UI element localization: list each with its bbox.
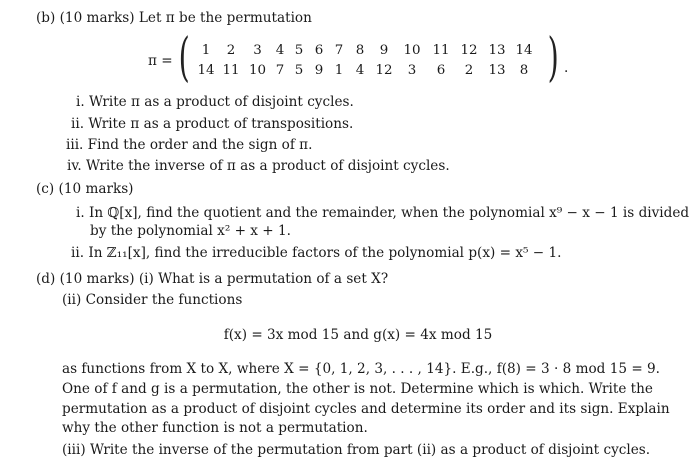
part-c-item-i-line1: i. In ℚ[x], find the quotient and the remainder, when the polynomial x⁹ − x − 1 is divided (76, 205, 690, 221)
perm-top-cell-9: 9 (379, 43, 389, 58)
part-d-paragraph-line2: One of f and g is a permutation, the other is not. Determine which is which. Write the (62, 381, 653, 397)
part-c-item-ii: ii. In ℤ₁₁[x], find the irreducible factors of the polynomial p(x) = x⁵ − 1. (71, 245, 562, 261)
part-b-header: (b) (10 marks) Let π be the permutation (36, 10, 312, 26)
perm-top-cell-12: 12 (460, 43, 478, 58)
perm-top-cell-5: 5 (294, 43, 304, 58)
perm-top-cell-13: 13 (488, 43, 506, 58)
perm-top-cell-11: 11 (432, 43, 450, 58)
perm-bottom-cell-14: 8 (519, 63, 529, 78)
left-parenthesis: ( (178, 28, 190, 88)
part-d-sub-iii: (iii) Write the inverse of the permutation from part (ii) as a product of disjoint cycles. (62, 442, 651, 458)
perm-bottom-cell-2: 11 (222, 63, 240, 78)
perm-top-cell-3: 3 (253, 43, 262, 58)
perm-bottom-cell-10: 3 (407, 63, 417, 78)
perm-top-cell-8: 8 (355, 43, 365, 58)
perm-top-cell-6: 6 (314, 43, 324, 58)
perm-top-cell-1: 1 (201, 43, 211, 58)
part-b-item-ii: ii. Write π as a product of transpositions. (71, 116, 354, 132)
part-d-paragraph-line1: as functions from X to X, where X = {0, 1, 2, 3, . . . , 14}. E.g., f(8) = 3 · 8 mod 15 = 9. (62, 361, 660, 377)
permutation-lhs: π = (148, 53, 173, 69)
part-b-item-iv: iv. Write the inverse of π as a product of disjoint cycles. (67, 158, 450, 174)
perm-bottom-cell-11: 6 (436, 63, 446, 78)
part-b-item-iii: iii. Find the order and the sign of π. (66, 137, 313, 153)
perm-top-cell-7: 7 (334, 43, 344, 58)
part-d-paragraph-line3: permutation as a product of disjoint cycles and determine its order and its sign. Explain (62, 401, 670, 417)
part-d-paragraph-line4: why the other function is not a permutation. (62, 420, 368, 436)
perm-bottom-cell-13: 13 (488, 63, 506, 78)
part-b-item-i: i. Write π as a product of disjoint cycles. (76, 94, 354, 110)
perm-bottom-cell-1: 14 (197, 63, 215, 78)
permutation-top-row (194, 43, 537, 58)
perm-bottom-cell-6: 9 (314, 63, 324, 78)
perm-bottom-cell-4: 7 (275, 63, 285, 78)
perm-bottom-cell-3: 10 (248, 63, 267, 78)
right-parenthesis: ) (547, 28, 559, 88)
perm-bottom-cell-7: 1 (334, 63, 344, 78)
perm-top-cell-4: 4 (275, 43, 285, 58)
perm-bottom-cell-5: 5 (294, 63, 304, 78)
part-d-sub-ii: (ii) Consider the functions (62, 292, 243, 308)
perm-bottom-cell-8: 4 (355, 63, 365, 78)
part-c-item-i-line2: by the polynomial x² + x + 1. (90, 223, 291, 239)
permutation-bottom-row (194, 63, 537, 78)
part-d-header: (d) (10 marks) (i) What is a permutation of a set X? (36, 271, 389, 287)
part-c-header: (c) (10 marks) (36, 181, 134, 197)
function-definitions: f(x) = 3x mod 15 and g(x) = 4x mod 15 (223, 327, 493, 343)
perm-top-cell-10: 10 (403, 43, 421, 58)
perm-top-cell-2: 2 (226, 43, 236, 58)
perm-bottom-cell-12: 2 (464, 63, 474, 78)
permutation-period: . (564, 60, 569, 76)
perm-bottom-cell-9: 12 (375, 63, 393, 78)
perm-top-cell-14: 14 (515, 43, 533, 58)
